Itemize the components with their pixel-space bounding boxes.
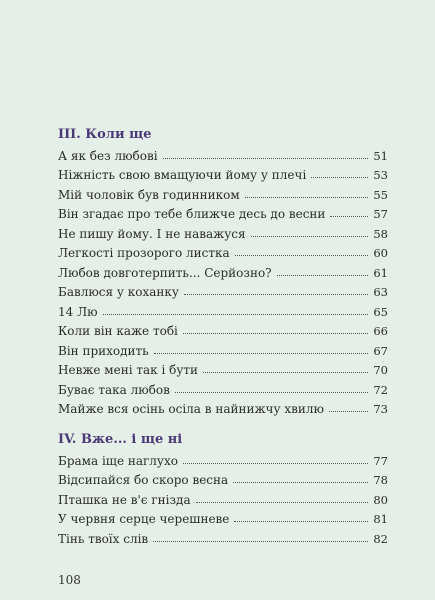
dot-leader [196,502,369,503]
toc-entry-page: 77 [373,453,388,468]
toc-entry-page: 58 [373,226,388,241]
toc-entry [58,202,388,222]
toc-entry [58,163,388,183]
section-title-iii: III. Коли ще [58,127,152,142]
toc-entry [58,182,388,202]
toc-entry [58,397,388,417]
dot-leader [203,372,368,373]
toc-entry [58,487,388,507]
toc-entry [58,319,388,339]
toc-entry-title: Ніжність свою вмащуючи йому у плечі [58,168,307,182]
dot-leader [277,275,369,276]
dot-leader [234,521,368,522]
toc-entry-page: 66 [373,324,388,338]
toc-section-iii [58,143,388,416]
toc-entry-title: Майже вся осінь осіла в найнижчу хвилю [58,402,324,416]
toc-entry [58,507,388,527]
toc-entry [58,526,388,546]
dot-leader [311,177,368,178]
toc-entry-title: Мій чоловік був годинником [58,187,240,202]
toc-entry-title: Відсипайся бо скоро весна [58,473,229,487]
toc-entry-title: Буває така любов [58,382,170,397]
dot-leader [175,392,368,393]
toc-entry [58,299,388,319]
toc-entry-title: Не пишу йому. І не наважуся [58,226,246,241]
toc-entry-page: 57 [373,207,388,221]
toc-entry-page: 53 [373,168,388,182]
dot-leader [103,314,369,315]
toc-section-iv [58,448,388,546]
toc-entry-page: 73 [373,402,388,416]
toc-entry-title: Любов довготерпить... Серйозно? [58,265,272,280]
toc-entry [58,468,388,488]
toc-entry-page: 61 [373,265,388,280]
dot-leader [329,411,368,412]
dot-leader [163,158,369,159]
toc-entry-page: 72 [373,382,388,397]
toc-entry [58,221,388,241]
dot-leader [251,236,369,237]
toc-entry [58,448,388,468]
toc-entry-title: Він згадає про тебе ближче десь до весни [58,207,326,221]
toc-entry-page: 65 [373,304,388,319]
toc-entry-page: 70 [373,363,388,377]
toc-entry-page: 80 [373,492,388,507]
toc-entry [58,338,388,358]
toc-entry-page: 51 [373,148,388,163]
toc-entry-title: Пташка не в'є гнізда [58,492,191,507]
toc-entry-page: 81 [373,512,388,526]
toc-entry-title: Легкості прозорого листка [58,246,230,260]
toc-entry-page: 82 [373,531,388,546]
toc-entry-page: 63 [373,285,388,299]
toc-entry-title: Він приходить [58,343,149,358]
toc-entry-page: 60 [373,246,388,260]
toc-entry-title: Тінь твоїх слів [58,531,149,546]
dot-leader [184,294,368,295]
toc-entry-page: 78 [373,473,388,487]
dot-leader [235,255,369,256]
toc-entry-title: 14 Лю [58,304,98,319]
section-title-iv: IV. Вже... і ще ні [58,432,183,447]
toc-entry-page: 55 [373,187,388,202]
toc-entry-title: А як без любові [58,148,158,163]
toc-entry [58,377,388,397]
toc-entry [58,358,388,378]
toc-entry-title: Невже мені так і бути [58,363,199,377]
dot-leader [154,353,369,354]
dot-leader [183,333,368,334]
toc-entry-page: 67 [373,343,388,358]
toc-entry-title: Коли він каже тобі [58,324,178,338]
dot-leader [330,216,368,217]
toc-entry [58,280,388,300]
dot-leader [183,463,368,464]
dot-leader [153,541,368,542]
toc-entry [58,260,388,280]
toc-entry [58,143,388,163]
dot-leader [233,482,368,483]
toc-entry [58,241,388,261]
dot-leader [245,197,369,198]
toc-entry-title: Брама іще наглухо [58,453,178,468]
page-number: 108 [58,573,81,587]
toc-entry-title: У червня серце черешневе [58,512,230,526]
toc-entry-title: Бавлюся у коханку [58,285,179,299]
